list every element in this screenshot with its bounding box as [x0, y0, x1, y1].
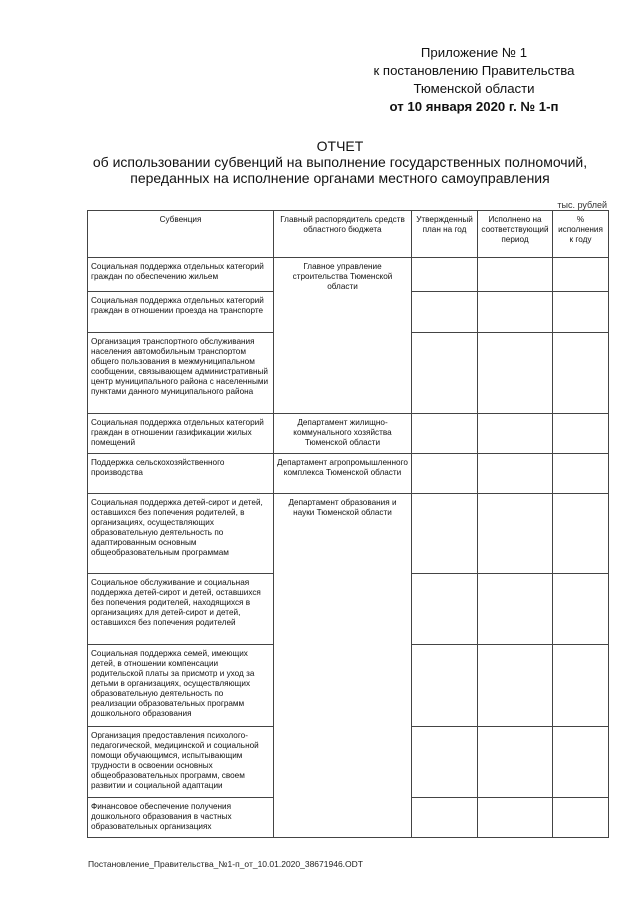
- executed-cell[interactable]: [478, 494, 553, 574]
- percent-cell[interactable]: [553, 333, 609, 414]
- grbs-cell: Главное управление строительства Тюменской области: [274, 258, 412, 414]
- table-row: [88, 414, 609, 454]
- appendix-line-1: Приложение № 1: [420, 45, 528, 60]
- percent-cell[interactable]: [553, 798, 609, 838]
- table-row: [88, 494, 609, 574]
- header-plan: Утвержденный план на год: [412, 211, 478, 258]
- plan-cell[interactable]: [412, 414, 478, 454]
- appendix-line-3: Тюменской области: [413, 81, 535, 96]
- percent-cell[interactable]: [553, 292, 609, 333]
- appendix-line-2: к постановлению Правительства: [373, 63, 575, 78]
- executed-cell[interactable]: [478, 798, 553, 838]
- executed-cell[interactable]: [478, 414, 553, 454]
- percent-cell[interactable]: [553, 454, 609, 494]
- title-line-2: об использовании субвенций на выполнение государственных полномочий,: [92, 154, 588, 170]
- plan-cell[interactable]: [412, 292, 478, 333]
- plan-cell[interactable]: [412, 258, 478, 292]
- report-title: [60, 138, 620, 186]
- document-footer: Постановление_Правительства_№1-п_от_10.01.2020_38671946.ODT: [88, 859, 363, 869]
- subvention-cell: Организация предоставления психолого-педагогической, медицинской и социальной помощи обучающимся, испытывающим трудности в освоении основных общеобразовательных программ, своем развитии и социальной адаптации: [88, 727, 274, 798]
- header-subvention: Субвенция: [88, 211, 274, 258]
- table-header-row: [88, 211, 609, 258]
- header-executed: Исполнено на соответствующий период: [478, 211, 553, 258]
- subvention-cell: Социальное обслуживание и социальная поддержка детей-сирот и детей, оставшихся без попечения родителей, находящихся в организациях для детей-сирот и детей, оставшихся без попечения родителей: [88, 574, 274, 645]
- plan-cell[interactable]: [412, 494, 478, 574]
- appendix-date: от 10 января 2020 г. № 1-п: [389, 99, 559, 114]
- percent-cell[interactable]: [553, 258, 609, 292]
- grbs-cell: Департамент агропромышленного комплекса Тюменской области: [274, 454, 412, 494]
- units-label: тыс. рублей: [557, 200, 607, 210]
- subvention-cell: Социальная поддержка отдельных категорий граждан в отношении газификации жилых помещений: [88, 414, 274, 454]
- plan-cell[interactable]: [412, 727, 478, 798]
- percent-cell[interactable]: [553, 574, 609, 645]
- title-line-1: ОТЧЕТ: [316, 138, 364, 154]
- subvention-cell: Социальная поддержка семей, имеющих детей, в отношении компенсации родительской платы за присмотр и уход за детьми в организациях, осуществляющих образовательную деятельность по реализации образовательных программ дошкольного образования: [88, 645, 274, 727]
- table-row: [88, 258, 609, 292]
- subvention-cell: Социальная поддержка отдельных категорий граждан по обеспечению жильем: [88, 258, 274, 292]
- table-row: [88, 454, 609, 494]
- plan-cell[interactable]: [412, 454, 478, 494]
- header-percent: % исполнения к году: [553, 211, 609, 258]
- subvention-cell: Социальная поддержка отдельных категорий граждан в отношении проезда на транспорте: [88, 292, 274, 333]
- plan-cell[interactable]: [412, 333, 478, 414]
- executed-cell[interactable]: [478, 727, 553, 798]
- executed-cell[interactable]: [478, 333, 553, 414]
- grbs-cell: Департамент жилищно-коммунального хозяйства Тюменской области: [274, 414, 412, 454]
- subvention-cell: Социальная поддержка детей-сирот и детей, оставшихся без попечения родителей, в организациях, осуществляющих образовательную деятельность по адаптированным основным общеобразовательным программам: [88, 494, 274, 574]
- grbs-cell: Департамент образования и науки Тюменской области: [274, 494, 412, 838]
- subventions-table: [87, 210, 609, 838]
- percent-cell[interactable]: [553, 727, 609, 798]
- title-line-3: переданных на исполнение органами местного самоуправления: [130, 170, 550, 186]
- executed-cell[interactable]: [478, 258, 553, 292]
- executed-cell[interactable]: [478, 645, 553, 727]
- plan-cell[interactable]: [412, 798, 478, 838]
- plan-cell[interactable]: [412, 645, 478, 727]
- percent-cell[interactable]: [553, 414, 609, 454]
- percent-cell[interactable]: [553, 645, 609, 727]
- subvention-cell: Организация транспортного обслуживания населения автомобильным транспортом общего пользования в межмуниципальном сообщении, связывающем административный центр муниципального района с населенными пунктами данного муниципального района: [88, 333, 274, 414]
- executed-cell[interactable]: [478, 292, 553, 333]
- subvention-cell: Поддержка сельскохозяйственного производства: [88, 454, 274, 494]
- plan-cell[interactable]: [412, 574, 478, 645]
- percent-cell[interactable]: [553, 494, 609, 574]
- executed-cell[interactable]: [478, 574, 553, 645]
- appendix-block: [354, 44, 594, 116]
- subvention-cell: Финансовое обеспечение получения дошкольного образования в частных образовательных организациях: [88, 798, 274, 838]
- executed-cell[interactable]: [478, 454, 553, 494]
- header-grbs: Главный распорядитель средств областного бюджета: [274, 211, 412, 258]
